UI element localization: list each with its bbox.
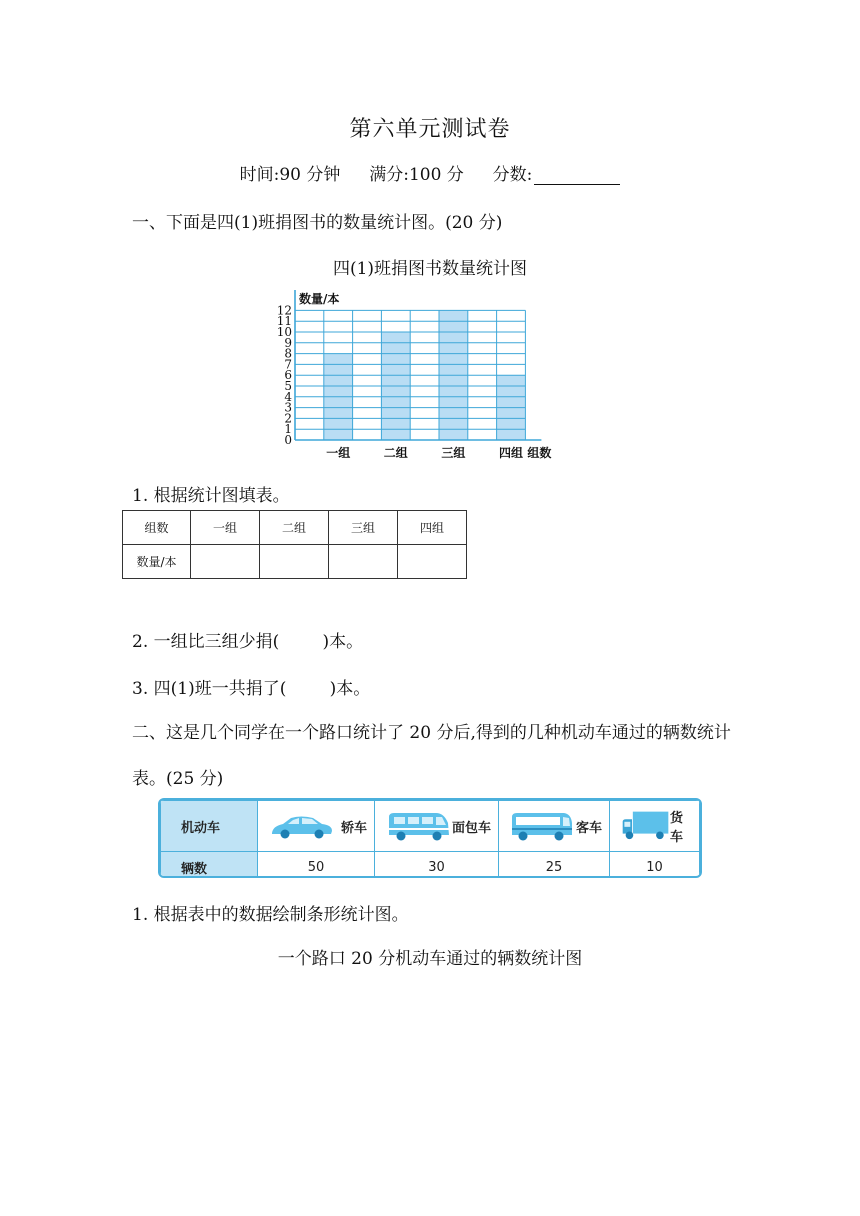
answer-cell[interactable] xyxy=(260,545,329,579)
q1-sub1: 1. 根据统计图填表。 xyxy=(132,486,290,506)
q1-chart-title: 四(1)班捐图书数量统计图 xyxy=(332,259,528,279)
y-axis-label: 数量/本 xyxy=(299,292,340,306)
vehicle-count: 25 xyxy=(498,852,609,879)
q2-heading-line2: 表。(25 分) xyxy=(132,769,224,789)
y-tick-label: 9 xyxy=(284,335,292,350)
x-axis-label: 组数 xyxy=(527,446,552,460)
vehicle-count: 30 xyxy=(374,852,498,879)
y-tick-label: 7 xyxy=(284,357,292,372)
van-icon xyxy=(386,809,452,843)
vehicle-count: 10 xyxy=(609,852,699,879)
vehicle-row xyxy=(161,801,700,852)
count-row-label: 辆数 xyxy=(161,852,258,879)
table-header: 四组 xyxy=(398,511,467,545)
answer-cell[interactable] xyxy=(329,545,398,579)
table-header: 二组 xyxy=(260,511,329,545)
vehicle-row-label: 机动车 xyxy=(161,801,258,852)
q1-sub2: 2. 一组比三组少捐( )本。 xyxy=(132,632,364,652)
q1-sub3: 3. 四(1)班一共捐了( )本。 xyxy=(132,679,371,699)
q2-heading-line1: 二、这是几个同学在一个路口统计了 20 分后,得到的几种机动车通过的辆数统计 xyxy=(132,723,731,743)
vehicle-cell-van xyxy=(374,801,498,852)
q2-chart-title: 一个路口 20 分机动车通过的辆数统计图 xyxy=(277,949,583,969)
table-row-label: 数量/本 xyxy=(123,545,191,579)
vehicle-cell-car xyxy=(257,801,374,852)
table-header: 组数 xyxy=(123,511,191,545)
table-header: 三组 xyxy=(329,511,398,545)
y-tick-label: 6 xyxy=(284,368,292,383)
q1-fill-table xyxy=(122,510,467,579)
y-tick-label: 4 xyxy=(284,389,292,404)
vehicle-name: 货车 xyxy=(670,811,684,845)
vehicle-count: 50 xyxy=(257,852,374,879)
x-tick-label: 四组 xyxy=(498,446,524,460)
y-tick-label: 12 xyxy=(276,303,292,318)
x-tick-label: 三组 xyxy=(441,446,466,460)
vehicle-name: 客车 xyxy=(575,820,602,836)
table-row xyxy=(123,545,467,579)
donation-bar-chart xyxy=(268,290,598,465)
y-tick-label: 1 xyxy=(284,422,292,437)
page-title: 第六单元测试卷 xyxy=(349,117,511,142)
q1-heading: 一、下面是四(1)班捐图书的数量统计图。(20 分) xyxy=(132,213,503,233)
vehicle-cell-bus xyxy=(498,801,609,852)
answer-cell[interactable] xyxy=(191,545,260,579)
y-tick-label: 10 xyxy=(276,325,292,339)
x-tick-label: 二组 xyxy=(383,446,408,460)
score-blank[interactable] xyxy=(534,168,620,185)
x-tick-label: 一组 xyxy=(326,446,351,460)
vehicle-cell-truck xyxy=(609,801,699,852)
y-tick-label: 0 xyxy=(284,433,292,447)
vehicle-name: 面包车 xyxy=(451,820,491,836)
car-icon xyxy=(269,811,335,841)
truck-icon xyxy=(621,807,670,845)
table-header-row xyxy=(123,511,467,545)
bus-icon xyxy=(510,809,574,843)
table-header: 一组 xyxy=(191,511,260,545)
q2-sub1: 1. 根据表中的数据绘制条形统计图。 xyxy=(132,905,409,925)
y-tick-label: 5 xyxy=(284,379,292,393)
exam-meta xyxy=(0,160,860,185)
count-row xyxy=(161,852,700,879)
full-score: 满分:100 分 xyxy=(369,165,464,185)
time-limit: 时间:90 分钟 xyxy=(239,165,341,185)
vehicle-name: 轿车 xyxy=(340,820,367,836)
y-tick-label: 8 xyxy=(284,346,292,361)
y-tick-label: 3 xyxy=(284,400,292,415)
vehicle-count-table xyxy=(158,798,702,878)
score-label: 分数: xyxy=(492,165,533,185)
y-tick-label: 2 xyxy=(284,411,292,426)
y-tick-label: 11 xyxy=(276,314,292,329)
answer-cell[interactable] xyxy=(398,545,467,579)
